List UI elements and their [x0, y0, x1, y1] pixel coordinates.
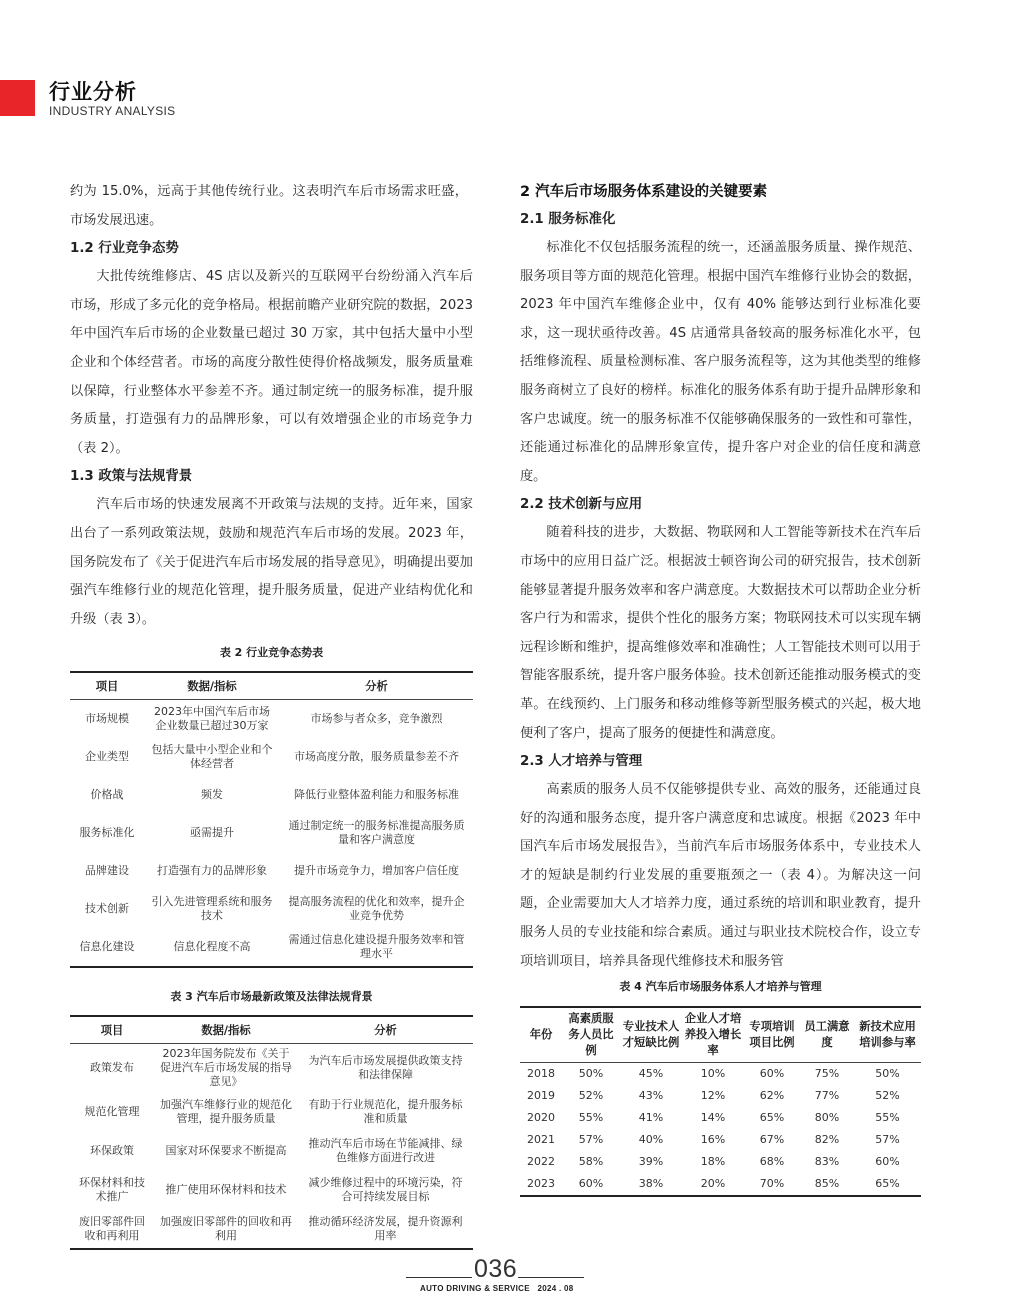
left-column [70, 178, 473, 1250]
table-row [70, 1209, 473, 1249]
issue-date: 2024 . 08 [537, 1284, 574, 1293]
page-number: 036 [474, 1255, 518, 1283]
table-cell: 50% [578, 1067, 604, 1081]
table-row [70, 1092, 473, 1131]
table-cell: 2023年中国汽车后市场企业数量已超过30万家 [154, 705, 270, 733]
table-cell: 政策发布 [90, 1061, 134, 1075]
table-cell: 信息化建设 [79, 940, 135, 954]
section-subtitle: INDUSTRY ANALYSIS [49, 104, 176, 118]
table-cell: 加强废旧零部件的回收和再利用 [160, 1214, 292, 1242]
table-cell: 52% [875, 1089, 900, 1103]
table-cell: 废旧零部件回收和再利用 [79, 1214, 145, 1242]
paragraph-talent: 高素质的服务人员不仅能够提供专业、高效的服务，还能通过良好的沟通和服务态度，提升客户满意度和忠诚度。根据《2023 年中国汽车后市场发展报告》，当前汽车后市场服务体系中，专业技术人才的短缺是制约行业发展的重要瓶颈之一（表 4）。为解决这一问题，企业需要加大人才培养力度，通过系统的培训和职业教育，提升服务人员的专业技能和综合素质。通过与职业技术院校合作，设立专项培训项目，培养具备现代维修技术和服务管 [520, 782, 921, 969]
table-cell: 环保材料和技术推广 [79, 1175, 145, 1203]
right-column [520, 178, 921, 1197]
table-header: 年份 [520, 1007, 562, 1063]
heading-1-3: 1.3 政策与法规背景 [70, 469, 193, 485]
table-header: 项目 [70, 1016, 154, 1044]
table-header: 新技术应用培训参与率 [854, 1007, 921, 1063]
table-row [70, 776, 473, 814]
table-row [520, 1173, 921, 1196]
table3-caption: 表 3 汽车后市场最新政策及法律法规背景 [170, 990, 373, 1004]
heading-2-2: 2.2 技术创新与应用 [520, 497, 643, 513]
table-cell: 41% [638, 1111, 664, 1125]
table-cell: 加强汽车维修行业的规范化管理，提升服务质量 [160, 1097, 292, 1125]
paragraph-standardization: 标准化不仅包括服务流程的统一，还涵盖服务质量、操作规范、服务项目等方面的规范化管理。根据中国汽车维修行业协会的数据，2023 年中国汽车维修企业中，仅有 40% 能够达到行业标准化要求，这一现状亟待改善。4S 店通常具备较高的服务标准化水平，包括维修流程、质量检测标准、客户服务流程等，这为其他类型的维修服务商树立了良好的榜样。标准化的服务体系有助于提升品牌形象和客户忠诚度。统一的服务标准不仅能够确保服务的一致性和可靠性，还能通过标准化的品牌形象宣传，提升客户对企业的信任度和满意度。 [520, 240, 921, 484]
paragraph-continued: 约为 15.0%，远高于其他传统行业。这表明汽车后市场需求旺盛，市场发展迅速。 [70, 184, 468, 228]
table-cell: 68% [759, 1155, 785, 1169]
section-accent-bar [0, 80, 35, 116]
table-cell: 2018 [527, 1067, 555, 1081]
table-cell: 引入先进管理系统和服务技术 [151, 895, 273, 923]
table-cell: 打造强有力的品牌形象 [157, 864, 267, 878]
table-row [520, 1085, 921, 1107]
table-cell: 市场高度分散，服务质量参差不齐 [294, 750, 459, 764]
table-cell: 2020 [527, 1111, 555, 1125]
table2-caption: 表 2 行业竞争态势表 [219, 646, 324, 660]
table-header: 高素质服务人员比例 [562, 1007, 620, 1063]
table-row [70, 1044, 473, 1093]
table-cell: 12% [700, 1089, 726, 1103]
table-header: 企业人才培养投入增长率 [682, 1007, 744, 1063]
heading-2-1: 2.1 服务标准化 [520, 212, 616, 227]
paragraph-policy: 汽车后市场的快速发展离不开政策与法规的支持。近年来，国家出台了一系列政策法规，鼓励和规范汽车后市场的发展。2023 年，国务院发布了《关于促进汽车后市场发展的指导意见》，明确提出要加强汽车维修行业的规范化管理，提升服务质量，促进产业结构优化和升级（表 3）。 [70, 497, 473, 627]
table-cell: 75% [814, 1067, 840, 1081]
table-row [520, 1107, 921, 1129]
table-cell: 推动循环经济发展，提升资源利用率 [308, 1214, 463, 1242]
table-cell: 需通过信息化建设提升服务效率和管理水平 [288, 933, 465, 961]
table-cell: 2021 [527, 1133, 555, 1147]
table-row [520, 1063, 921, 1086]
table-cell: 价格战 [90, 788, 124, 802]
table-header: 数据/指标 [154, 1016, 298, 1044]
table-cell: 43% [638, 1089, 664, 1103]
footer-rule-right [518, 1277, 584, 1278]
table-cell: 2023年国务院发布《关于促进汽车后市场发展的指导意见》 [160, 1047, 292, 1089]
table-cell: 85% [814, 1177, 840, 1191]
table-row [70, 738, 473, 776]
table-cell: 推动汽车后市场在节能减排、绿色维修方面进行改进 [308, 1136, 463, 1164]
table-cell: 52% [578, 1089, 604, 1103]
table-cell: 国家对环保要求不断提高 [165, 1143, 287, 1157]
table4-caption: 表 4 汽车后市场服务体系人才培养与管理 [619, 980, 822, 994]
table-cell: 65% [759, 1111, 785, 1125]
table-row [520, 1151, 921, 1173]
table-row [70, 890, 473, 928]
table-cell: 18% [700, 1155, 726, 1169]
table-2 [70, 671, 473, 968]
table-cell: 规范化管理 [84, 1104, 140, 1118]
table-cell: 企业类型 [85, 750, 129, 764]
table-header: 项目 [70, 672, 144, 700]
table-cell: 20% [700, 1177, 726, 1191]
table-header: 专业技术人才短缺比例 [620, 1007, 682, 1063]
table-cell: 品牌建设 [85, 864, 129, 878]
table-row [520, 1129, 921, 1151]
table-cell: 83% [814, 1155, 840, 1169]
table-cell: 信息化程度不高 [173, 940, 251, 954]
table-cell: 50% [875, 1067, 900, 1081]
table-cell: 16% [700, 1133, 726, 1147]
table-cell: 38% [638, 1177, 664, 1191]
table-cell: 65% [875, 1177, 900, 1191]
table-cell: 14% [700, 1111, 726, 1125]
table-cell: 60% [578, 1177, 604, 1191]
table-cell: 2019 [527, 1089, 555, 1103]
table-header: 分析 [298, 1016, 473, 1044]
table-cell: 市场规模 [85, 712, 129, 726]
table-cell: 57% [875, 1133, 900, 1147]
table-cell: 45% [638, 1067, 664, 1081]
table-cell: 82% [814, 1133, 840, 1147]
footer-rule-left [406, 1277, 472, 1278]
table-row [70, 1131, 473, 1170]
table-cell: 77% [814, 1089, 840, 1103]
heading-1-2: 1.2 行业竞争态势 [70, 241, 179, 257]
heading-2-3: 2.3 人才培养与管理 [520, 754, 643, 770]
table-cell: 2022 [527, 1155, 555, 1169]
table-row [70, 814, 473, 852]
table-cell: 减少维修过程中的环境污染，符合可持续发展目标 [308, 1175, 463, 1203]
table-header: 数据/指标 [144, 672, 280, 700]
table-cell: 55% [578, 1111, 604, 1125]
paragraph-technology: 随着科技的进步，大数据、物联网和人工智能等新技术在汽车后市场中的应用日益广泛。根据波士顿咨询公司的研究报告，技术创新能够显著提升服务效率和客户满意度。大数据技术可以帮助企业分析客户行为和需求，提供个性化的服务方案；物联网技术可以实现车辆远程诊断和维护，提高维修效率和准确性；人工智能技术则可以用于智能客服系统，提升客户服务体验。技术创新还能推动服务模式的变革。在线预约、上门服务和移动维修等新型服务模式的兴起，极大地便利了客户，提高了服务的便捷性和满意度。 [520, 525, 921, 741]
table-cell: 67% [759, 1133, 785, 1147]
table-row [70, 700, 473, 739]
table-cell: 推广使用环保材料和技术 [165, 1182, 287, 1196]
table-cell: 市场参与者众多，竞争激烈 [310, 712, 443, 726]
table-cell: 服务标准化 [79, 826, 135, 840]
table-cell: 环保政策 [90, 1143, 134, 1157]
table-cell: 70% [759, 1177, 785, 1191]
table-cell: 62% [759, 1089, 785, 1103]
table-cell: 10% [700, 1067, 726, 1081]
table-row [70, 852, 473, 890]
table-4 [520, 1006, 921, 1197]
table-cell: 60% [875, 1155, 900, 1169]
section-title: 行业分析 [49, 80, 137, 104]
table-header: 专项培训项目比例 [744, 1007, 800, 1063]
table-cell: 57% [578, 1133, 604, 1147]
table-row [70, 1170, 473, 1209]
table-cell: 降低行业整体盈利能力和服务标准 [294, 788, 459, 802]
table-cell: 亟需提升 [190, 826, 234, 840]
paragraph-competition: 大批传统维修店、4S 店以及新兴的互联网平台纷纷涌入汽车后市场，形成了多元化的竞争格局。根据前瞻产业研究院的数据，2023 年中国汽车后市场的企业数量已超过 30 万家，其中包括大量中小型企业和个体经营者。市场的高度分散性使得价格战频发，服务质量难以保障，行业整体水平参差不齐。通过制定统一的服务标准，提升服务质量，打造强有力的品牌形象，可以有效增强企业的市场竞争力（表 2）。 [70, 269, 473, 456]
magazine-name: AUTO DRIVING & SERVICE [420, 1284, 530, 1293]
table-cell: 技术创新 [85, 902, 129, 916]
table-cell: 40% [638, 1133, 664, 1147]
table-cell: 包括大量中小型企业和个体经营者 [151, 743, 273, 771]
table-cell: 55% [875, 1111, 900, 1125]
table-cell: 提升市场竞争力，增加客户信任度 [294, 864, 459, 878]
table-cell: 2023 [527, 1177, 555, 1191]
table-cell: 80% [814, 1111, 840, 1125]
footer-magazine [420, 1284, 574, 1293]
table-cell: 为汽车后市场发展提供政策支持和法律保障 [308, 1054, 463, 1082]
table-cell: 频发 [201, 788, 223, 802]
table-3 [70, 1015, 473, 1250]
heading-2: 2 汽车后市场服务体系建设的关键要素 [520, 184, 768, 200]
table-cell: 60% [759, 1067, 785, 1081]
table-cell: 提高服务流程的优化和效率，提升企业竞争优势 [288, 895, 465, 923]
table-cell: 39% [638, 1155, 664, 1169]
table-cell: 有助于行业规范化，提升服务标准和质量 [308, 1097, 463, 1125]
table-cell: 58% [578, 1155, 604, 1169]
table-header: 员工满意度 [800, 1007, 854, 1063]
table-header: 分析 [280, 672, 473, 700]
table-row [70, 928, 473, 967]
table-cell: 通过制定统一的服务标准提高服务质量和客户满意度 [288, 819, 465, 847]
